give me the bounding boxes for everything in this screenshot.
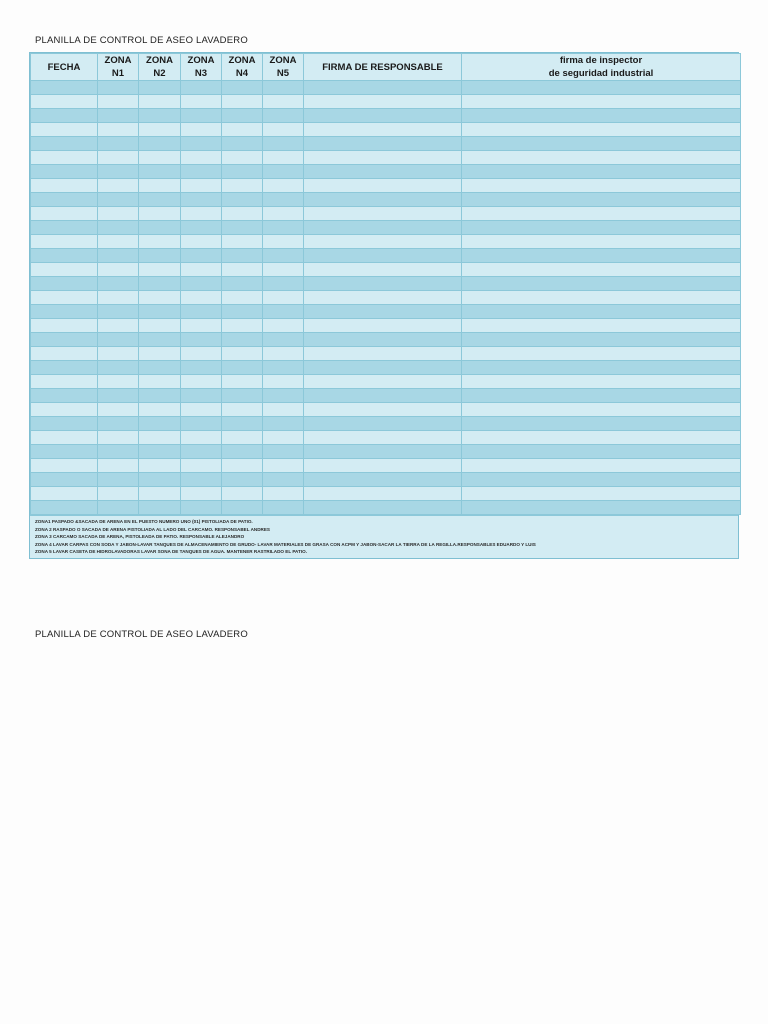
cell-zona-n3 [181, 389, 222, 403]
cell-zona-n5 [263, 445, 304, 459]
cell-fecha [31, 291, 98, 305]
cell-firma-responsable [304, 193, 462, 207]
cell-fecha [31, 151, 98, 165]
header-zona-n1: ZONA N1 [98, 54, 139, 81]
zone-note-line: ZONA 2 RASPADO O SACADA DE ARENA PISTOLIADA AL LADO DEL CARCAMO. RESPONSABEL ANDRES [35, 526, 270, 532]
cell-zona-n3 [181, 403, 222, 417]
cell-firma-inspector [462, 81, 741, 95]
cell-zona-n1 [98, 445, 139, 459]
cell-fecha [31, 179, 98, 193]
table-row [31, 249, 741, 263]
cell-zona-n1 [98, 403, 139, 417]
cell-fecha [31, 459, 98, 473]
cell-zona-n3 [181, 487, 222, 501]
cell-firma-inspector [462, 417, 741, 431]
cell-zona-n4 [222, 277, 263, 291]
cell-zona-n1 [98, 473, 139, 487]
cell-zona-n4 [222, 347, 263, 361]
cell-firma-inspector [462, 249, 741, 263]
cell-zona-n5 [263, 277, 304, 291]
cell-firma-inspector [462, 431, 741, 445]
cell-firma-inspector [462, 459, 741, 473]
cell-firma-responsable [304, 81, 462, 95]
table-row [31, 151, 741, 165]
cell-fecha [31, 249, 98, 263]
cell-firma-inspector [462, 501, 741, 515]
cell-fecha [31, 403, 98, 417]
cell-firma-inspector [462, 487, 741, 501]
cell-zona-n2 [139, 431, 181, 445]
cell-zona-n2 [139, 417, 181, 431]
cell-zona-n3 [181, 207, 222, 221]
cell-zona-n3 [181, 291, 222, 305]
cell-zona-n1 [98, 193, 139, 207]
cell-fecha [31, 361, 98, 375]
cell-firma-inspector [462, 277, 741, 291]
cell-zona-n2 [139, 109, 181, 123]
cell-zona-n3 [181, 319, 222, 333]
cell-zona-n2 [139, 179, 181, 193]
zone-note-line: ZONA 4 LAVAR CARPAS CON SODA Y JABON-LAVAR TANQUES DE ALMACENAMIENTO DE GRUDO- LAVAR MATERIALES DE GRASA CON ACPM Y JABON-SACAR LA TIERRA DE LA REGILLA.RESPONSABLES EDUARDO Y LUIS [35, 541, 536, 547]
cell-zona-n2 [139, 137, 181, 151]
cell-zona-n1 [98, 137, 139, 151]
table-row [31, 165, 741, 179]
cell-zona-n4 [222, 389, 263, 403]
cell-zona-n3 [181, 445, 222, 459]
cell-zona-n2 [139, 95, 181, 109]
cell-zona-n1 [98, 319, 139, 333]
cell-firma-responsable [304, 277, 462, 291]
cell-zona-n1 [98, 347, 139, 361]
cell-zona-n2 [139, 487, 181, 501]
cell-zona-n1 [98, 235, 139, 249]
cell-zona-n4 [222, 501, 263, 515]
cell-firma-inspector [462, 375, 741, 389]
cell-zona-n2 [139, 305, 181, 319]
cell-firma-responsable [304, 431, 462, 445]
cell-firma-inspector [462, 445, 741, 459]
cell-firma-responsable [304, 249, 462, 263]
cell-zona-n1 [98, 109, 139, 123]
cell-zona-n5 [263, 459, 304, 473]
cell-zona-n3 [181, 417, 222, 431]
cell-zona-n1 [98, 361, 139, 375]
cell-zona-n5 [263, 291, 304, 305]
header-zona-n5: ZONA N5 [263, 54, 304, 81]
cell-zona-n4 [222, 417, 263, 431]
cell-fecha [31, 165, 98, 179]
table-row [31, 123, 741, 137]
cell-fecha [31, 305, 98, 319]
cell-zona-n4 [222, 193, 263, 207]
cell-fecha [31, 445, 98, 459]
table-row [31, 221, 741, 235]
cell-firma-inspector [462, 137, 741, 151]
cell-zona-n5 [263, 333, 304, 347]
cell-zona-n2 [139, 249, 181, 263]
cell-zona-n4 [222, 403, 263, 417]
cell-zona-n2 [139, 151, 181, 165]
table-row [31, 347, 741, 361]
cell-zona-n1 [98, 221, 139, 235]
cell-zona-n3 [181, 221, 222, 235]
cell-zona-n3 [181, 249, 222, 263]
cell-zona-n3 [181, 333, 222, 347]
cell-zona-n5 [263, 235, 304, 249]
cell-zona-n5 [263, 165, 304, 179]
table-row [31, 487, 741, 501]
cell-zona-n4 [222, 487, 263, 501]
cell-zona-n1 [98, 305, 139, 319]
cell-zona-n5 [263, 375, 304, 389]
cell-zona-n4 [222, 263, 263, 277]
cell-zona-n4 [222, 361, 263, 375]
cell-zona-n4 [222, 305, 263, 319]
table-row [31, 431, 741, 445]
cell-zona-n4 [222, 235, 263, 249]
cell-fecha [31, 473, 98, 487]
cell-zona-n4 [222, 291, 263, 305]
cell-zona-n3 [181, 375, 222, 389]
cell-firma-responsable [304, 179, 462, 193]
cell-zona-n5 [263, 347, 304, 361]
cell-zona-n3 [181, 347, 222, 361]
zone-notes [30, 515, 738, 558]
cell-zona-n2 [139, 263, 181, 277]
table-row [31, 473, 741, 487]
header-firma-responsable: FIRMA DE RESPONSABLE [304, 54, 462, 81]
cell-zona-n2 [139, 361, 181, 375]
table-row [31, 81, 741, 95]
zone-note-line: ZONA 5 LAVAR CASETA DE HIDROLAVADORAS LAVAR SONA DE TANQUES DE AGUA. MANTENER RASTRILADO EL PATIO. [35, 549, 307, 554]
cell-zona-n2 [139, 319, 181, 333]
cell-zona-n1 [98, 389, 139, 403]
cell-zona-n1 [98, 95, 139, 109]
cell-firma-responsable [304, 473, 462, 487]
table-row [31, 109, 741, 123]
cell-firma-responsable [304, 361, 462, 375]
cell-zona-n5 [263, 473, 304, 487]
table-row [31, 235, 741, 249]
cell-zona-n5 [263, 389, 304, 403]
table-row [31, 361, 741, 375]
cell-firma-inspector [462, 123, 741, 137]
cell-zona-n5 [263, 319, 304, 333]
table-row [31, 319, 741, 333]
cell-zona-n2 [139, 193, 181, 207]
cell-zona-n5 [263, 95, 304, 109]
cell-zona-n3 [181, 165, 222, 179]
cell-firma-responsable [304, 109, 462, 123]
cell-fecha [31, 389, 98, 403]
cell-zona-n5 [263, 501, 304, 515]
page-title-second: PLANILLA DE CONTROL DE ASEO LAVADERO [35, 629, 248, 640]
table-row [31, 445, 741, 459]
cell-firma-inspector [462, 473, 741, 487]
cell-zona-n4 [222, 319, 263, 333]
cell-zona-n4 [222, 445, 263, 459]
table-row [31, 207, 741, 221]
cell-firma-responsable [304, 207, 462, 221]
cell-firma-responsable [304, 95, 462, 109]
cell-zona-n4 [222, 221, 263, 235]
table-row [31, 291, 741, 305]
cell-zona-n3 [181, 193, 222, 207]
header-zona-n2: ZONA N2 [139, 54, 181, 81]
cell-zona-n3 [181, 123, 222, 137]
cell-zona-n1 [98, 333, 139, 347]
cell-zona-n5 [263, 81, 304, 95]
table-row [31, 277, 741, 291]
cell-firma-inspector [462, 361, 741, 375]
cell-fecha [31, 319, 98, 333]
cell-zona-n2 [139, 333, 181, 347]
cell-firma-inspector [462, 179, 741, 193]
cell-fecha [31, 123, 98, 137]
cell-zona-n5 [263, 361, 304, 375]
cell-fecha [31, 109, 98, 123]
cell-firma-inspector [462, 165, 741, 179]
header-firma-inspector: firma de inspector de seguridad industrial [462, 54, 741, 81]
table-row [31, 193, 741, 207]
cell-zona-n5 [263, 403, 304, 417]
cell-firma-inspector [462, 319, 741, 333]
cell-firma-responsable [304, 305, 462, 319]
cell-zona-n5 [263, 151, 304, 165]
header-fecha: FECHA [31, 54, 98, 81]
cell-firma-responsable [304, 151, 462, 165]
cell-zona-n1 [98, 151, 139, 165]
cell-zona-n3 [181, 361, 222, 375]
cell-zona-n4 [222, 431, 263, 445]
cell-fecha [31, 487, 98, 501]
cell-zona-n4 [222, 459, 263, 473]
cell-firma-responsable [304, 403, 462, 417]
cell-zona-n3 [181, 235, 222, 249]
cell-fecha [31, 221, 98, 235]
table-row [31, 389, 741, 403]
page-title: PLANILLA DE CONTROL DE ASEO LAVADERO [35, 35, 248, 46]
cell-zona-n1 [98, 179, 139, 193]
cell-zona-n2 [139, 235, 181, 249]
cell-zona-n3 [181, 459, 222, 473]
table-row [31, 263, 741, 277]
cell-zona-n1 [98, 81, 139, 95]
table-row [31, 333, 741, 347]
cell-firma-responsable [304, 375, 462, 389]
zone-note-line: ZONA 3 CARCAMO SACADA DE ARENA, PISTOLEADA DE PATIO. RESPONSABLE ALEJANDRO [35, 534, 245, 539]
cell-zona-n1 [98, 291, 139, 305]
cell-zona-n4 [222, 95, 263, 109]
cell-zona-n1 [98, 165, 139, 179]
cell-zona-n5 [263, 263, 304, 277]
cell-fecha [31, 95, 98, 109]
cell-fecha [31, 235, 98, 249]
cell-zona-n3 [181, 277, 222, 291]
cell-firma-responsable [304, 487, 462, 501]
cell-zona-n3 [181, 305, 222, 319]
table-row [31, 403, 741, 417]
cell-zona-n1 [98, 459, 139, 473]
cell-zona-n1 [98, 487, 139, 501]
cell-firma-responsable [304, 501, 462, 515]
cell-firma-responsable [304, 291, 462, 305]
cell-fecha [31, 193, 98, 207]
cell-zona-n4 [222, 207, 263, 221]
cell-zona-n4 [222, 473, 263, 487]
cell-zona-n4 [222, 165, 263, 179]
cell-zona-n5 [263, 179, 304, 193]
cell-zona-n2 [139, 291, 181, 305]
cell-zona-n2 [139, 445, 181, 459]
table-row [31, 137, 741, 151]
control-table [30, 53, 741, 515]
cell-firma-inspector [462, 95, 741, 109]
cell-zona-n1 [98, 431, 139, 445]
cell-zona-n5 [263, 249, 304, 263]
table-row [31, 305, 741, 319]
cell-firma-inspector [462, 389, 741, 403]
cell-zona-n4 [222, 249, 263, 263]
cell-zona-n1 [98, 501, 139, 515]
cell-zona-n4 [222, 109, 263, 123]
cell-firma-inspector [462, 305, 741, 319]
cell-zona-n2 [139, 375, 181, 389]
cell-fecha [31, 263, 98, 277]
table-row [31, 179, 741, 193]
cell-zona-n3 [181, 473, 222, 487]
cell-firma-inspector [462, 263, 741, 277]
cell-zona-n1 [98, 375, 139, 389]
cell-zona-n2 [139, 459, 181, 473]
cell-zona-n5 [263, 431, 304, 445]
cell-firma-responsable [304, 263, 462, 277]
cell-firma-inspector [462, 193, 741, 207]
cell-firma-responsable [304, 165, 462, 179]
cell-zona-n2 [139, 473, 181, 487]
cell-zona-n5 [263, 207, 304, 221]
table-row [31, 375, 741, 389]
zone-note-line: ZONA1 PASPADO &SACADA DE ARENA EN EL PUESTO NUMERO UNO (01) PISTOLIADA DE PATIO. [35, 519, 253, 524]
cell-firma-responsable [304, 445, 462, 459]
cell-firma-responsable [304, 137, 462, 151]
cell-zona-n2 [139, 221, 181, 235]
cell-firma-responsable [304, 417, 462, 431]
cell-zona-n5 [263, 109, 304, 123]
cell-firma-responsable [304, 333, 462, 347]
cell-firma-responsable [304, 459, 462, 473]
cell-zona-n5 [263, 417, 304, 431]
cell-zona-n4 [222, 333, 263, 347]
cell-zona-n3 [181, 81, 222, 95]
cell-zona-n2 [139, 403, 181, 417]
cell-fecha [31, 431, 98, 445]
cell-firma-responsable [304, 319, 462, 333]
cell-zona-n2 [139, 277, 181, 291]
cell-zona-n4 [222, 151, 263, 165]
cell-firma-inspector [462, 207, 741, 221]
cell-fecha [31, 277, 98, 291]
table-row [31, 417, 741, 431]
table-body [31, 81, 741, 515]
cell-firma-inspector [462, 333, 741, 347]
cell-zona-n5 [263, 137, 304, 151]
table-header-row [31, 54, 741, 81]
cell-fecha [31, 333, 98, 347]
cell-zona-n5 [263, 193, 304, 207]
cell-zona-n3 [181, 151, 222, 165]
cell-zona-n3 [181, 109, 222, 123]
cell-zona-n1 [98, 249, 139, 263]
cell-firma-responsable [304, 123, 462, 137]
header-zona-n4: ZONA N4 [222, 54, 263, 81]
cell-zona-n1 [98, 417, 139, 431]
cell-zona-n5 [263, 123, 304, 137]
cell-zona-n5 [263, 221, 304, 235]
cell-zona-n3 [181, 179, 222, 193]
cell-zona-n5 [263, 487, 304, 501]
cell-firma-responsable [304, 221, 462, 235]
cell-zona-n2 [139, 165, 181, 179]
cell-firma-inspector [462, 347, 741, 361]
cell-fecha [31, 375, 98, 389]
cell-zona-n3 [181, 95, 222, 109]
cell-fecha [31, 347, 98, 361]
cell-firma-responsable [304, 347, 462, 361]
cell-firma-inspector [462, 109, 741, 123]
cell-zona-n3 [181, 137, 222, 151]
cell-fecha [31, 81, 98, 95]
cell-zona-n2 [139, 81, 181, 95]
cell-zona-n3 [181, 263, 222, 277]
cell-firma-responsable [304, 235, 462, 249]
cell-zona-n1 [98, 277, 139, 291]
cell-fecha [31, 417, 98, 431]
cell-zona-n2 [139, 123, 181, 137]
cleaning-control-sheet [29, 52, 739, 559]
cell-zona-n2 [139, 347, 181, 361]
cell-firma-inspector [462, 403, 741, 417]
cell-zona-n4 [222, 123, 263, 137]
cell-fecha [31, 501, 98, 515]
cell-zona-n2 [139, 207, 181, 221]
cell-zona-n4 [222, 179, 263, 193]
cell-fecha [31, 137, 98, 151]
header-zona-n3: ZONA N3 [181, 54, 222, 81]
cell-zona-n1 [98, 263, 139, 277]
cell-zona-n4 [222, 375, 263, 389]
cell-zona-n4 [222, 81, 263, 95]
cell-fecha [31, 207, 98, 221]
cell-zona-n3 [181, 431, 222, 445]
cell-firma-inspector [462, 221, 741, 235]
cell-zona-n1 [98, 207, 139, 221]
cell-firma-inspector [462, 151, 741, 165]
table-row [31, 459, 741, 473]
cell-zona-n3 [181, 501, 222, 515]
cell-zona-n5 [263, 305, 304, 319]
cell-firma-responsable [304, 389, 462, 403]
table-row [31, 501, 741, 515]
cell-zona-n4 [222, 137, 263, 151]
cell-firma-inspector [462, 291, 741, 305]
cell-firma-inspector [462, 235, 741, 249]
cell-zona-n2 [139, 389, 181, 403]
cell-zona-n1 [98, 123, 139, 137]
cell-zona-n2 [139, 501, 181, 515]
table-row [31, 95, 741, 109]
